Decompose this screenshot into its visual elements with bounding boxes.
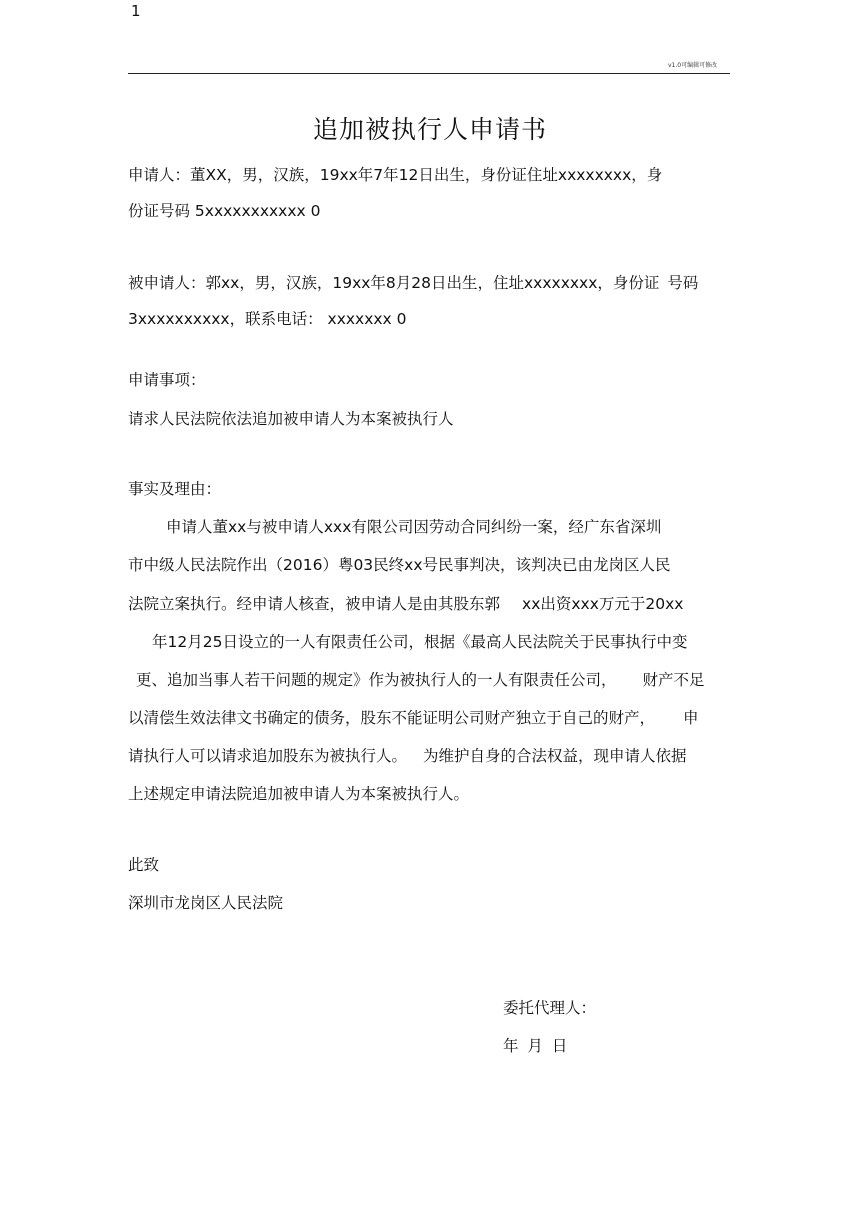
facts-line-segment: 更、追加当事人若干问题的规定》作为被执行人的一人有限责任公司，	[136, 671, 617, 689]
version-note: v1.0可编辑可修改	[668, 62, 718, 69]
facts-line	[136, 669, 705, 691]
page-number: 1	[131, 2, 141, 20]
request-content: 请求人民法院依法追加被申请人为本案被执行人	[128, 410, 454, 428]
salutation: 此致	[128, 856, 160, 874]
facts-line-segment: 申	[683, 709, 699, 727]
facts-line: 市中级人民法院作出（2016）粤03民终xx号民事判决，该判决已由龙岗区人民	[128, 556, 671, 574]
facts-line	[128, 707, 699, 729]
agent-label: 委托代理人：	[503, 999, 597, 1017]
facts-line-segment: 以清偿生效法律文书确定的债务，股东不能证明公司财产独立于自己的财产，	[128, 709, 656, 727]
facts-line-segment: 财产不足	[642, 671, 705, 689]
header-rule	[128, 73, 730, 74]
applicant-line-2: 份证号码 5xxxxxxxxxxx 0	[128, 202, 321, 220]
facts-heading: 事实及理由：	[128, 480, 222, 498]
request-heading: 申请事项：	[128, 371, 206, 389]
facts-line-segment: 请执行人可以请求追加股东为被执行人。	[128, 747, 408, 765]
respondent-line-2: 3xxxxxxxxxx，联系电话： xxxxxxx 0	[128, 310, 407, 328]
facts-line	[128, 745, 687, 767]
facts-line-segment: 法院立案执行。经申请人核查，被申请人是由其股东郭	[128, 595, 501, 613]
respondent-id-label: 号码	[667, 274, 699, 292]
facts-line-segment: 为维护自身的合法权益，现申请人依据	[423, 747, 687, 765]
facts-line: 申请人董xx与被申请人xxx有限公司因劳动合同纠纷一案，经广东省深圳	[166, 518, 662, 536]
facts-line: 年12月25日设立的一人有限责任公司，根据《最高人民法院关于民事执行中变	[152, 633, 688, 651]
facts-line-segment: xx出资xxx万元于20xx	[522, 595, 684, 613]
facts-line	[128, 593, 683, 615]
applicant-line-1: 申请人：董XX，男，汉族，19xx年7年12日出生，身份证住址xxxxxxxx，身	[128, 166, 663, 184]
respondent-line-1-text: 被申请人：郭xx，男，汉族，19xx年8月28日出生，住址xxxxxxxx，身份证	[128, 274, 660, 292]
facts-line: 上述规定申请法院追加被申请人为本案被执行人。	[128, 785, 470, 803]
court-name: 深圳市龙岗区人民法院	[128, 894, 284, 912]
document-title: 追加被执行人申请书	[312, 115, 547, 144]
respondent-line-1	[128, 272, 698, 294]
date-line: 年 月 日	[503, 1037, 568, 1055]
